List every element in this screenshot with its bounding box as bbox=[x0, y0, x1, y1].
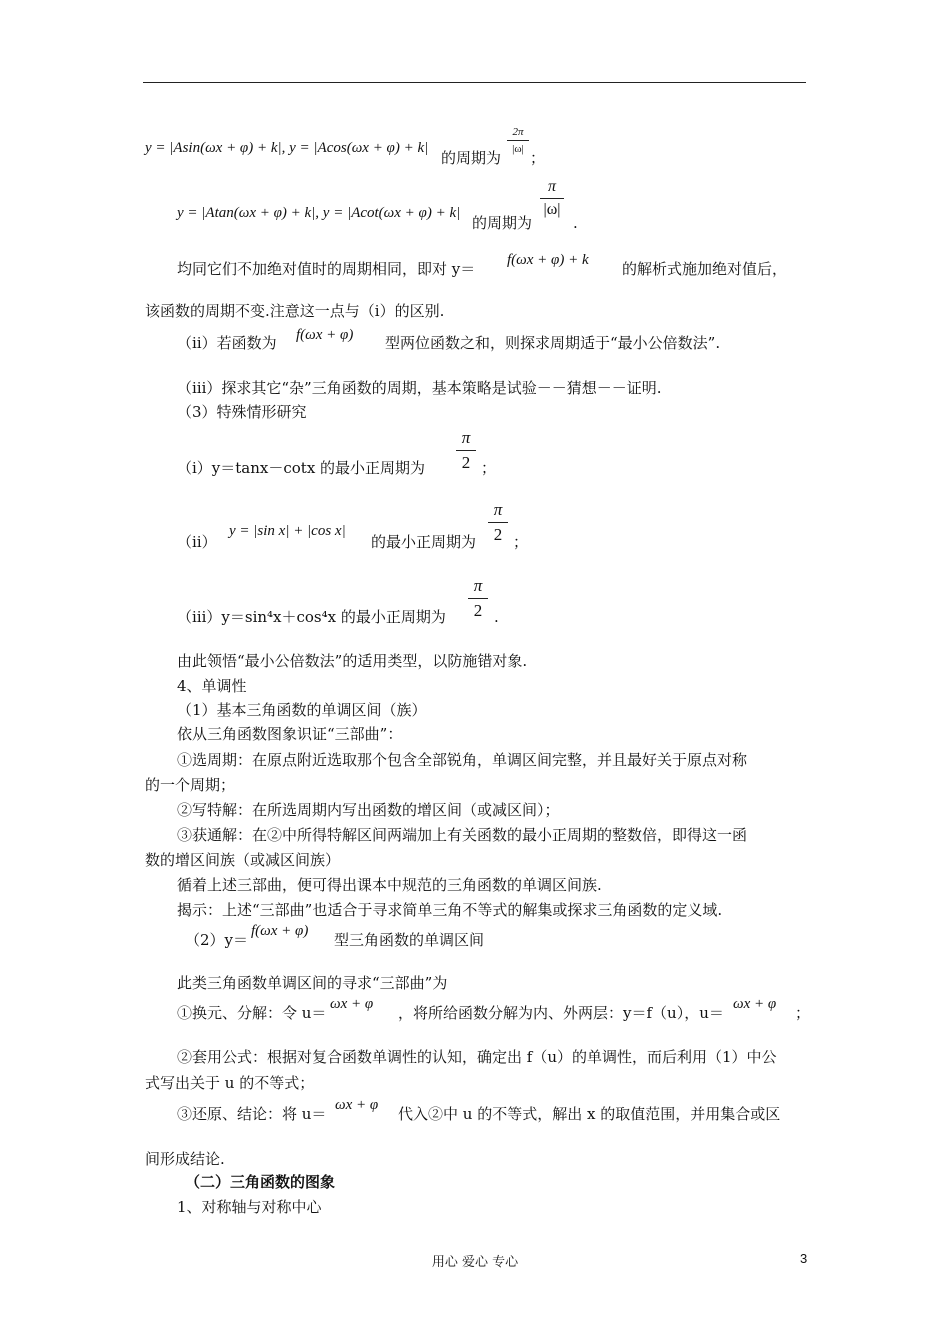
formula-f-wx-phi-k: f(ωx + φ) + k bbox=[507, 252, 589, 268]
fraction-pi-over-2: π 2 bbox=[456, 428, 476, 473]
fraction-pi-over-2: π 2 bbox=[468, 576, 488, 621]
section-heading-bold: （二）三角函数的图象 bbox=[185, 1173, 336, 1191]
period-label-1: 的周期为 bbox=[441, 149, 502, 167]
fraction-pi-over-omega: π |ω| bbox=[540, 178, 564, 219]
fraction-pi-over-2: π 2 bbox=[488, 500, 508, 545]
formula-wx-phi: ωx + φ bbox=[330, 996, 374, 1012]
fraction-2pi-over-omega: 2π |ω| bbox=[507, 126, 529, 155]
formula-abs-sinx-cosx: y = |sin x| + |cos x| bbox=[229, 523, 346, 539]
formula-abs-tan-cot: y = |Atan(ωx + φ) + k|, y = |Acot(ωx + φ) + k| bbox=[177, 205, 461, 221]
formula-wx-phi: ωx + φ bbox=[335, 1097, 379, 1113]
formula-f-wx-phi: f(ωx + φ) bbox=[296, 327, 354, 343]
page-number: 3 bbox=[800, 1251, 808, 1266]
section-heading: 4、单调性 bbox=[177, 677, 247, 695]
paragraph-line: 均同它们不加绝对值时的周期相同，即对 y＝ bbox=[177, 260, 476, 278]
footer-motto: 用心 爱心 专心 bbox=[431, 1255, 519, 1270]
formula-f-wx-phi: f(ωx + φ) bbox=[251, 923, 309, 939]
header-rule bbox=[143, 82, 806, 83]
formula-wx-phi: ωx + φ bbox=[733, 996, 777, 1012]
formula-abs-sin-cos: y = |Asin(ωx + φ) + k|, y = |Acos(ωx + φ) + k| bbox=[145, 140, 429, 156]
period-label-2: 的周期为 bbox=[472, 214, 533, 232]
